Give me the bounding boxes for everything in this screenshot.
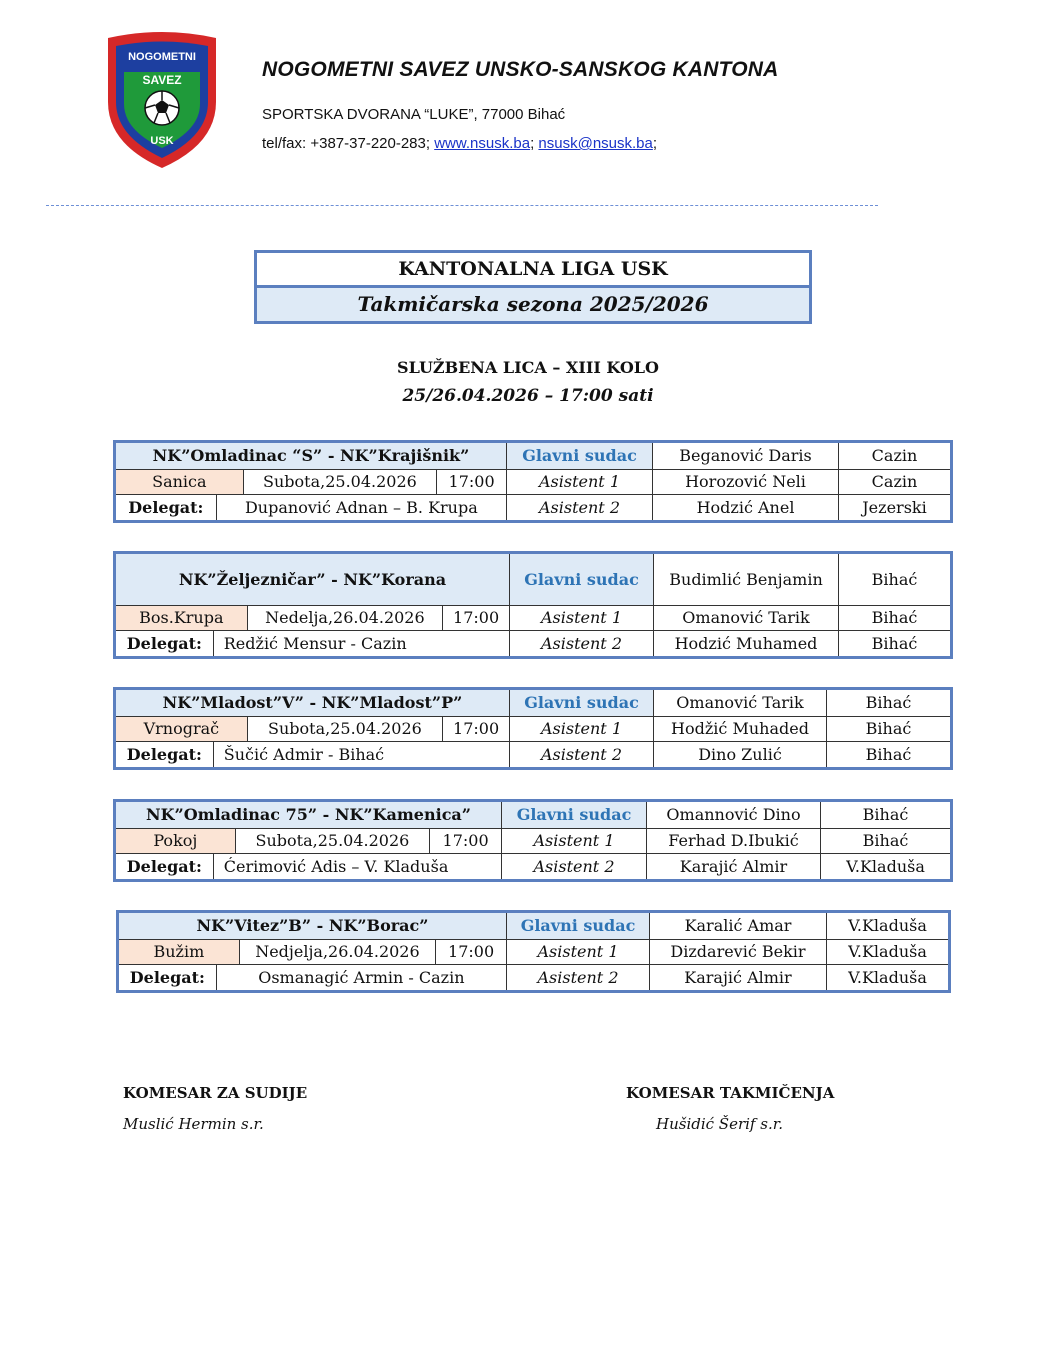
- assistant1-name: Horozović Neli: [653, 470, 839, 494]
- referee-city: Bihać: [871, 569, 918, 589]
- referee-name: Karalić Amar: [650, 913, 827, 939]
- referee-city: V.Kladuša: [848, 916, 927, 935]
- assistant1-label: Asistent 1: [510, 606, 654, 630]
- referee-name: Omanović Tarik: [654, 690, 827, 716]
- match-teams: NK”Omladinac 75” - NK”Kamenica”: [116, 802, 501, 828]
- match-time: 17:00: [448, 472, 495, 491]
- match-teams: NK”Vitez”B” - NK”Borac”: [119, 913, 506, 939]
- match-venue: Pokoj: [116, 829, 236, 853]
- assistant1-label: Asistent 1: [507, 470, 653, 494]
- match-venue: Sanica: [116, 470, 244, 494]
- match-teams: NK”Mladost”V” - NK”Mladost”P”: [116, 690, 509, 716]
- match-table: [113, 551, 953, 659]
- referee-label: Glavni sudac: [510, 690, 654, 716]
- assistant1-city: Bihać: [865, 719, 912, 738]
- organization-address: SPORTSKA DVORANA “LUKE”, 77000 Bihać: [262, 106, 566, 123]
- delegate-label: Delegat:: [116, 854, 214, 879]
- referee-label: Glavni sudac: [502, 802, 647, 828]
- delegate-label: Delegat:: [116, 631, 214, 656]
- match-time: 17:00: [448, 942, 495, 961]
- svg-text:SAVEZ: SAVEZ: [142, 73, 182, 87]
- season-title: Takmičarska sezona 2025/2026: [257, 288, 809, 321]
- round-title: SLUŽBENA LICA – XIII KOLO: [397, 358, 659, 377]
- email-link[interactable]: nsusk@nsusk.ba: [538, 135, 653, 152]
- assistant2-name: Hodzić Anel: [653, 495, 839, 520]
- match-venue: Vrnograč: [116, 717, 248, 741]
- svg-text:NOGOMETNI: NOGOMETNI: [128, 51, 196, 63]
- assistant1-label: Asistent 1: [502, 829, 647, 853]
- match-day: Subota,25.04.2026: [236, 829, 431, 853]
- referee-city: Bihać: [865, 693, 912, 712]
- header-divider: [46, 205, 878, 206]
- signature-right-name: Hušidić Šerif s.r.: [656, 1115, 784, 1133]
- match-venue: Bos.Krupa: [116, 606, 248, 630]
- match-day: Subota,25.04.2026: [248, 717, 444, 741]
- delegate-name: Redžić Mensur - Cazin: [223, 633, 407, 653]
- match-teams: NK”Omladinac “S” - NK”Krajišnik”: [116, 443, 506, 469]
- signature-left-name: Muslić Hermin s.r.: [123, 1115, 264, 1133]
- signature-right: [626, 1084, 834, 1133]
- assistant2-city: Bihać: [871, 633, 918, 653]
- assistant2-city: V.Kladuša: [846, 856, 925, 876]
- organization-name: NOGOMETNI SAVEZ UNSKO-SANSKOG KANTONA: [262, 58, 779, 81]
- assistant2-name: Hodzić Muhamed: [654, 631, 839, 656]
- referee-city: Cazin: [871, 446, 918, 465]
- assistant1-city: V.Kladuša: [848, 942, 927, 961]
- referee-label: Glavni sudac: [507, 913, 650, 939]
- assistant2-city: Bihać: [865, 744, 912, 764]
- assistant2-label: Asistent 2: [507, 965, 650, 990]
- match-time: 17:00: [453, 719, 500, 738]
- round-date: 25/26.04.2026 – 17:00 sati: [402, 386, 654, 406]
- match-day: Nedjelja,26.04.2026: [240, 940, 437, 964]
- assistant2-label: Asistent 2: [502, 854, 647, 879]
- match-venue: Bužim: [119, 940, 240, 964]
- contact-suffix: ;: [652, 135, 658, 152]
- assistant1-label: Asistent 1: [507, 940, 650, 964]
- referee-city: Bihać: [862, 805, 909, 824]
- league-title-box: [254, 250, 812, 324]
- assistant2-city: Jezerski: [862, 497, 927, 517]
- delegate-name: Osmanagić Armin - Cazin: [258, 967, 465, 987]
- assistant2-city: V.Kladuša: [848, 967, 927, 987]
- signature-left-title: KOMESAR ZA SUDIJE: [123, 1084, 308, 1102]
- assistant1-city: Bihać: [862, 831, 909, 850]
- assistant2-label: Asistent 2: [507, 495, 653, 520]
- assistant1-label: Asistent 1: [510, 717, 654, 741]
- match-teams: NK”Željezničar” - NK”Korana: [116, 554, 509, 605]
- svg-text:USK: USK: [150, 135, 174, 147]
- website-link[interactable]: www.nsusk.ba: [434, 135, 531, 152]
- match-time: 17:00: [442, 831, 489, 850]
- assistant2-label: Asistent 2: [510, 742, 654, 767]
- assistant1-city: Cazin: [871, 472, 918, 491]
- match-time: 17:00: [453, 608, 500, 627]
- assistant2-name: Dino Zulić: [654, 742, 827, 767]
- match-table: [113, 687, 953, 770]
- referee-name: Omannović Dino: [647, 802, 821, 828]
- organization-contact: [262, 135, 657, 152]
- delegate-name: Dupanović Adnan – B. Krupa: [244, 497, 478, 517]
- referee-name: Budimlić Benjamin: [654, 554, 839, 605]
- association-logo: [104, 32, 220, 172]
- signature-left: [123, 1084, 307, 1133]
- assistant2-name: Karajić Almir: [647, 854, 821, 879]
- assistant1-name: Hodžić Muhaded: [654, 717, 827, 741]
- delegate-label: Delegat:: [116, 742, 214, 767]
- match-day: Subota,25.04.2026: [244, 470, 438, 494]
- contact-separator: ;: [530, 135, 539, 152]
- delegate-label: Delegat:: [116, 495, 217, 520]
- delegate-name: Ćerimović Adis – V. Kladuša: [223, 856, 449, 876]
- assistant2-name: Karajić Almir: [650, 965, 827, 990]
- assistant1-name: Ferhad D.Ibukić: [647, 829, 821, 853]
- referee-name: Beganović Daris: [653, 443, 839, 469]
- match-table: [113, 799, 953, 882]
- delegate-label: Delegat:: [119, 965, 217, 990]
- referee-label: Glavni sudac: [507, 443, 653, 469]
- contact-prefix: tel/fax: +387-37-220-283;: [262, 135, 435, 152]
- match-day: Nedelja,26.04.2026: [248, 606, 444, 630]
- signature-right-title: KOMESAR TAKMIČENJA: [626, 1084, 835, 1102]
- assistant1-name: Omanović Tarik: [654, 606, 839, 630]
- assistant1-city: Bihać: [871, 608, 918, 627]
- assistant1-name: Dizdarević Bekir: [650, 940, 827, 964]
- match-table: [113, 440, 953, 523]
- referee-label: Glavni sudac: [510, 554, 654, 605]
- league-title: KANTONALNA LIGA USK: [257, 253, 809, 288]
- match-table: [116, 910, 951, 993]
- assistant2-label: Asistent 2: [510, 631, 654, 656]
- delegate-name: Šučić Admir - Bihać: [223, 744, 385, 764]
